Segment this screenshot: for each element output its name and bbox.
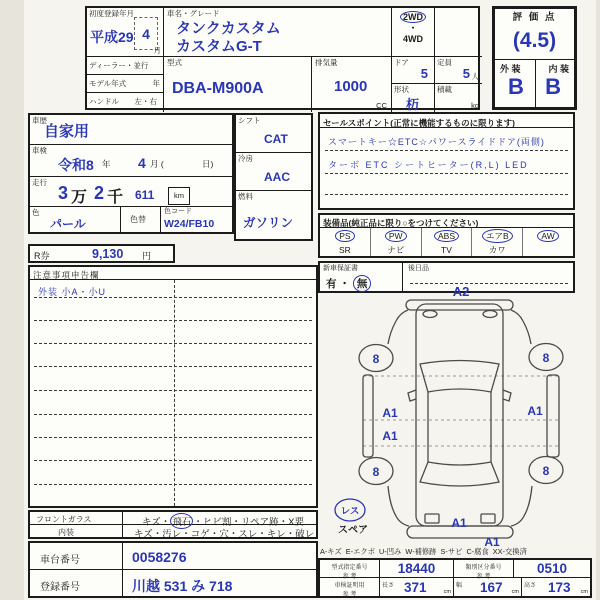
glass-row	[30, 512, 316, 528]
mileage-sen-digit: 2	[94, 183, 105, 203]
score-label: 評 価 点	[512, 11, 557, 23]
first-registration-cell	[87, 8, 164, 57]
width-value: 167	[480, 580, 503, 595]
drive-type-cell	[392, 8, 435, 57]
car-name-label: 車名・グレード	[167, 9, 220, 18]
equipment-row1	[320, 228, 573, 243]
mileage-row	[30, 177, 232, 207]
doors-label: ドア	[394, 58, 409, 67]
capacity-cell	[435, 57, 482, 84]
equip-empty	[523, 243, 573, 256]
equip-aw-circled: AW	[537, 230, 558, 242]
drive-separator: ・	[408, 23, 418, 33]
sales-line1: スマートキー☆ETC☆パワースライドドア(両側)	[328, 137, 545, 147]
notes-header	[30, 267, 316, 280]
plate-label: 登録番号	[40, 582, 80, 593]
spare-label: スペア	[338, 525, 368, 536]
damage-left-a1a: A1	[382, 406, 398, 420]
model-code-value: DBA-M900A	[172, 80, 264, 97]
capacity-value: 5	[462, 66, 470, 81]
equip-tv: TV	[422, 243, 473, 256]
notes-dash-1	[34, 297, 312, 298]
notes-dash-3	[34, 343, 312, 344]
model-code-cell	[164, 57, 312, 112]
car-name-line2: カスタムG-T	[176, 38, 262, 55]
score-sub-grid	[495, 59, 574, 107]
sales-line2: ターボ ETC シートヒーター(R,L) LED	[328, 160, 529, 170]
wheel-fr-mark: 8	[542, 351, 550, 365]
doors-cell	[392, 57, 435, 84]
displacement-value: 1000	[334, 78, 368, 95]
equip-ps-circled: PS	[335, 230, 354, 242]
equip-pw	[371, 228, 422, 243]
model-code-label: 型式	[167, 58, 182, 67]
chassis-label: 車台番号	[40, 555, 80, 566]
length-cell	[380, 578, 454, 596]
fuel-label: 燃料	[238, 192, 253, 201]
classification-label-cell	[454, 560, 514, 578]
right-mirror	[503, 390, 511, 401]
model-year-unit: 年	[152, 79, 160, 88]
equip-airbag	[472, 228, 523, 243]
shape-value: 杤	[406, 97, 420, 112]
warranty-opt-pre: 有 ・	[326, 278, 350, 290]
right-headlight	[483, 311, 497, 318]
classification-value: 0510	[514, 560, 590, 578]
interior-grade-label: 内 装	[548, 64, 569, 74]
equip-abs	[422, 228, 473, 243]
dimensions-label-cell	[320, 578, 380, 596]
color-value: パール	[50, 217, 86, 231]
ac-cell	[236, 153, 311, 191]
equip-navi: ナビ	[371, 243, 422, 256]
equip-sr: SR	[320, 243, 371, 256]
capacity-unit: 人	[471, 71, 479, 81]
notes-dash-4	[34, 366, 312, 367]
equip-kawa: カワ	[472, 243, 523, 256]
displacement-unit: CC	[376, 100, 387, 110]
right-side-rail	[547, 375, 559, 457]
sales-dash-1	[325, 150, 568, 151]
shift-label: シフト	[238, 116, 261, 125]
mileage-man-digit: 3	[58, 183, 69, 203]
length-unit: cm	[443, 589, 451, 595]
handle-label: ハンドル	[89, 97, 119, 106]
spare-less-text: レス	[340, 506, 360, 517]
color-code-label: 色コード	[164, 208, 192, 215]
sales-dash-3	[325, 194, 568, 195]
dealer-cell	[87, 57, 164, 75]
history-label: 車歴	[32, 116, 47, 125]
width-unit: cm	[511, 589, 519, 595]
notes-dash-5	[34, 390, 312, 391]
dimensions-label: 車検証明用	[334, 583, 365, 589]
fuel-cell	[236, 191, 311, 239]
interior-options: キズ・汚レ・コゲ・穴・スレ・キレ・破レ	[134, 529, 315, 540]
drive-2wd-circled: 2WD	[400, 11, 426, 23]
reference-table	[318, 558, 592, 598]
notes-vertical-divider	[174, 280, 175, 506]
first-registration-label: 初度登録年月	[89, 9, 134, 18]
car-body-outline	[416, 304, 503, 526]
wheel-rr-mark: 8	[542, 464, 550, 478]
exterior-grade-label: 外 装	[500, 64, 521, 74]
equip-pw-circled: PW	[385, 230, 407, 242]
handle-cell	[87, 93, 164, 112]
equipment-row2	[320, 243, 573, 256]
ac-value: AAC	[264, 170, 290, 184]
notes-box	[28, 265, 318, 508]
model-year-label: モデル年式	[89, 79, 127, 88]
shaken-month: 4	[138, 155, 146, 171]
sales-point-box	[318, 112, 575, 210]
history-row	[30, 115, 232, 145]
load-label: 積載	[437, 85, 452, 94]
glass-opt-circled: 飛石	[170, 513, 193, 529]
fuel-value: ガソリン	[243, 216, 294, 230]
score-value: (4.5)	[495, 22, 574, 60]
damage-rear-a1b: A1	[484, 535, 500, 548]
shift-column	[234, 113, 313, 241]
damage-legend: A-キズ E-エクボ U-凹み W-補修跡 S-サビ C-腐食 XX-交換済	[320, 547, 527, 556]
sales-header	[320, 114, 573, 128]
equipment-title: 装備品(純正品に限り○をつけてください)	[323, 218, 479, 228]
notes-title: 注意事項申告欄	[33, 270, 100, 280]
displacement-label: 排気量	[315, 58, 338, 67]
shaken-label: 車検	[32, 146, 47, 155]
handle-options: 左・右	[134, 97, 157, 106]
id-box	[28, 541, 318, 598]
left-taillight	[425, 514, 439, 523]
displacement-cell	[312, 57, 392, 112]
car-name-cell	[164, 8, 392, 57]
left-mirror	[408, 390, 416, 401]
dimensions-ref: 参 考	[342, 592, 357, 598]
equip-airbag-circled: エアB	[482, 229, 513, 243]
rticket-unit: 円	[142, 251, 152, 261]
first-registration-value: 平成29	[90, 29, 134, 45]
exterior-grade-value: B	[508, 74, 524, 99]
car-name-line1: タンクカスタム	[176, 20, 281, 37]
classification-ref: 参 考	[476, 574, 491, 580]
rticket-label: R券	[34, 251, 50, 261]
shape-label: 形状	[394, 85, 409, 94]
type-designation-value: 18440	[380, 560, 454, 578]
type-designation-label: 型式指定番号	[331, 565, 368, 571]
color-div2	[160, 207, 161, 232]
shaken-year-unit: 年	[102, 159, 111, 169]
height-label: 高さ	[524, 583, 537, 589]
damage-front-a2: A2	[452, 284, 470, 299]
notes-dash-6	[34, 414, 312, 415]
wheel-fl-mark: 8	[372, 352, 380, 366]
shaken-era-year: 令和8	[58, 157, 94, 173]
classification-label: 類別区分番号	[465, 565, 502, 571]
history-value: 自家用	[44, 123, 90, 140]
load-unit: kg	[471, 100, 479, 110]
height-cell	[522, 578, 590, 596]
notes-dash-9	[34, 484, 312, 485]
right-taillight	[481, 514, 495, 523]
interior-grade-value: B	[545, 74, 561, 99]
model-year-cell	[87, 75, 164, 93]
doors-value: 5	[420, 66, 428, 81]
color-code-value: W24/FB10	[164, 218, 215, 230]
shaken-row	[30, 145, 232, 177]
mileage-rest: 611	[135, 188, 155, 202]
glass-opt-pre: キズ・	[142, 517, 171, 528]
length-value: 371	[404, 580, 427, 595]
mileage-label: 走行	[32, 178, 47, 187]
notes-dash-8	[34, 460, 312, 461]
left-side-rail	[363, 375, 373, 457]
shaken-month-unit: 月 (	[150, 159, 164, 169]
equip-ps	[320, 228, 371, 243]
left-headlight	[423, 311, 437, 318]
rticket-box	[28, 244, 175, 263]
type-designation-label-cell	[320, 560, 380, 578]
ac-label: 冷房	[238, 154, 253, 163]
score-sub-divider	[535, 59, 536, 107]
glass-box	[28, 510, 318, 539]
rear-window	[420, 462, 499, 486]
chassis-value: 0058276	[132, 549, 187, 565]
color-row	[30, 207, 232, 232]
length-label: 長さ	[382, 583, 395, 589]
equipment-box	[318, 213, 575, 258]
sales-title: セールスポイント(正常に機能するものに限ります)	[323, 118, 515, 128]
equip-aw	[523, 228, 573, 243]
type-designation-ref: 参 考	[342, 574, 357, 580]
shift-value: CAT	[264, 132, 288, 146]
dealer-label: ディーラー・並行	[89, 61, 149, 70]
equipment-header	[320, 215, 573, 228]
chassis-row	[30, 543, 316, 570]
header-empty-cell	[435, 8, 482, 57]
width-cell	[454, 578, 522, 596]
interior-label: 内装	[58, 528, 74, 537]
color-label: 色	[32, 208, 40, 217]
notes-dash-2	[34, 320, 312, 321]
first-registration-month: 4	[134, 17, 158, 50]
glass-opt-post: ・ヒビ割・リペア跡・X要	[193, 517, 304, 528]
shape-cell	[392, 84, 435, 112]
load-cell	[435, 84, 482, 112]
plate-value: 川越 531 み 718	[132, 578, 233, 594]
mileage-unit: km	[168, 187, 190, 205]
notes-dash-7	[34, 437, 312, 438]
damage-rear-a1a: A1	[451, 516, 467, 530]
notes-line1: 外装 小A・小U	[38, 287, 107, 297]
shift-cell	[236, 115, 311, 153]
drive-4wd: 4WD	[403, 33, 423, 44]
width-label: 幅	[456, 583, 463, 589]
score-box	[492, 6, 577, 110]
first-registration-month-unit: 月	[153, 45, 161, 55]
damage-right-a1: A1	[527, 404, 543, 418]
color-div1	[120, 207, 121, 232]
mileage-man-unit: 万	[71, 189, 88, 206]
sales-dash-2	[325, 173, 568, 174]
equip-abs-circled: ABS	[434, 230, 459, 242]
glass-label: フロントガラス	[36, 515, 92, 524]
damage-diagram	[330, 280, 590, 548]
capacity-label: 定員	[437, 58, 452, 67]
mileage-sen-unit: 千	[107, 189, 124, 206]
rticket-value: 9,130	[92, 247, 124, 261]
warranty-opt-circled: 無	[353, 275, 372, 292]
color-change-label: 色替	[130, 215, 146, 224]
wheel-rl-mark: 8	[372, 465, 380, 479]
vehicle-detail-block	[28, 113, 234, 234]
plate-row	[30, 570, 316, 596]
later-items-label: 後日品	[408, 265, 429, 272]
header-block	[85, 6, 480, 110]
height-value: 173	[548, 580, 571, 595]
warranty-label: 新車保証書	[323, 265, 358, 272]
height-unit: cm	[580, 589, 588, 595]
damage-left-a1b: A1	[382, 429, 398, 443]
shaken-day-unit: 日)	[202, 159, 214, 169]
interior-row	[30, 525, 316, 540]
